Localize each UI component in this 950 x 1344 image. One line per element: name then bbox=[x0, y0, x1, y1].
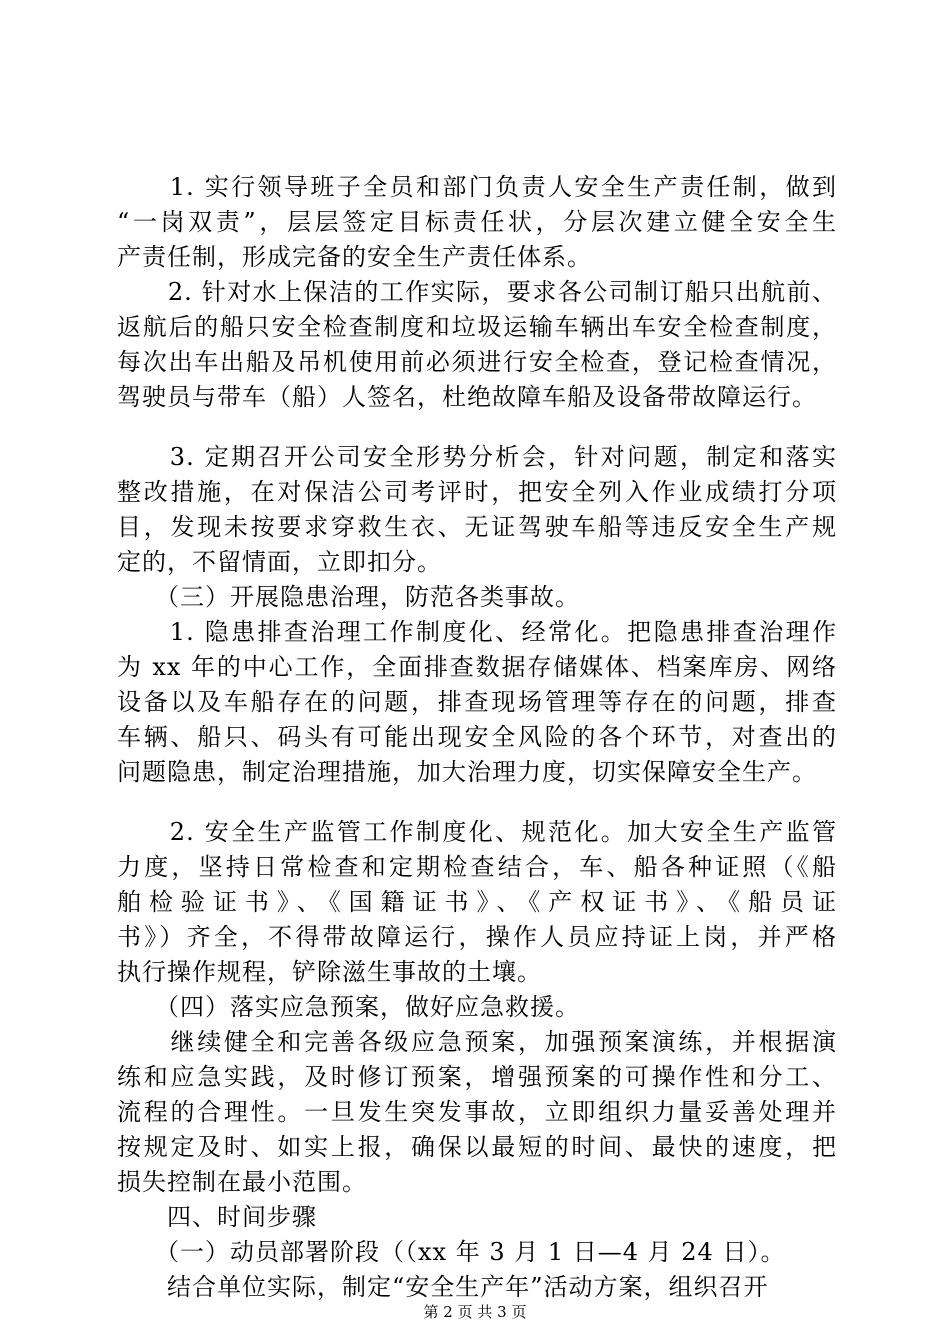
text-line: 结合单位实际，制定“安全生产年”活动方案，组织召开 bbox=[117, 1273, 769, 1301]
text-line: 为 xx 年的中心工作，全面排查数据存储媒体、档案库房、网络 bbox=[117, 653, 837, 681]
text-line: 2. 针对水上保洁的工作实际，要求各公司制订船只出航前、 bbox=[117, 278, 837, 306]
text-line: 1. 实行领导班子全员和部门负责人安全生产责任制，做到 bbox=[117, 173, 837, 201]
paragraph bbox=[117, 1235, 837, 1270]
text-line: “一岗双责”，层层签定目标责任状，分层次建立健全安全生 bbox=[117, 208, 837, 236]
text-line: （四）落实应急预案，做好应急救援。 bbox=[117, 993, 580, 1021]
paragraph bbox=[117, 1270, 837, 1305]
text-line: 力度，坚持日常检查和定期检查结合，车、船各种证照（《船 bbox=[117, 853, 837, 881]
paragraph bbox=[117, 815, 837, 990]
paragraph bbox=[117, 1200, 837, 1235]
text-line: （一）动员部署阶段（（xx 年 3 月 1 日—4 月 24 日）。 bbox=[117, 1238, 786, 1266]
text-line: 3. 定期召开公司安全形势分析会，针对问题，制定和落实 bbox=[117, 443, 837, 471]
text-line: 执行操作规程，铲除滋生事故的土壤。 bbox=[117, 958, 542, 986]
paragraph bbox=[117, 990, 837, 1025]
text-line: 定的，不留情面，立即扣分。 bbox=[117, 548, 442, 576]
paragraph bbox=[117, 440, 837, 580]
text-line: 流程的合理性。一旦发生突发事故，立即组织力量妥善处理并 bbox=[117, 1098, 837, 1126]
paragraph bbox=[117, 1025, 837, 1200]
text-line: 整改措施，在对保洁公司考评时，把安全列入作业成绩打分项 bbox=[117, 478, 837, 506]
text-line: 舶检验证书》、《国籍证书》、《产权证书》、《船员证 bbox=[117, 888, 837, 916]
text-line: （三）开展隐患治理，防范各类事故。 bbox=[117, 583, 580, 611]
page-footer: 第 2 页 共 3 页 bbox=[423, 1303, 527, 1321]
text-line: 返航后的船只安全检查制度和垃圾运输车辆出车安全检查制度， bbox=[117, 313, 837, 341]
text-line: 目，发现未按要求穿救生衣、无证驾驶车船等违反安全生产规 bbox=[117, 513, 837, 541]
text-line: 损失控制在最小范围。 bbox=[117, 1168, 367, 1196]
paragraph bbox=[117, 275, 837, 415]
paragraph-spacer bbox=[117, 415, 837, 440]
text-line: 设备以及车船存在的问题，排查现场管理等存在的问题，排查 bbox=[117, 688, 837, 716]
text-line: 继续健全和完善各级应急预案，加强预案演练，并根据演 bbox=[117, 1028, 837, 1056]
document-body bbox=[117, 170, 837, 1305]
text-line: 四、时间步骤 bbox=[117, 1203, 317, 1231]
text-line: 2. 安全生产监管工作制度化、规范化。加大安全生产监管 bbox=[117, 818, 837, 846]
paragraph bbox=[117, 615, 837, 790]
text-line: 问题隐患，制定治理措施，加大治理力度，切实保障安全生产。 bbox=[117, 758, 817, 786]
text-line: 车辆、船只、码头有可能出现安全风险的各个环节，对查出的 bbox=[117, 723, 837, 751]
paragraph bbox=[117, 170, 837, 275]
text-line: 1. 隐患排查治理工作制度化、经常化。把隐患排查治理作 bbox=[117, 618, 837, 646]
text-line: 产责任制，形成完备的安全生产责任体系。 bbox=[117, 243, 592, 271]
text-line: 每次出车出船及吊机使用前必须进行安全检查，登记检查情况， bbox=[117, 348, 837, 376]
paragraph-spacer bbox=[117, 790, 837, 815]
paragraph bbox=[117, 580, 837, 615]
text-line: 驾驶员与带车（船）人签名，杜绝故障车船及设备带故障运行。 bbox=[117, 383, 817, 411]
text-line: 练和应急实践，及时修订预案，增强预案的可操作性和分工、 bbox=[117, 1063, 837, 1091]
text-line: 按规定及时、如实上报，确保以最短的时间、最快的速度，把 bbox=[117, 1133, 837, 1161]
text-line: 书》）齐全，不得带故障运行，操作人员应持证上岗，并严格 bbox=[117, 923, 837, 951]
